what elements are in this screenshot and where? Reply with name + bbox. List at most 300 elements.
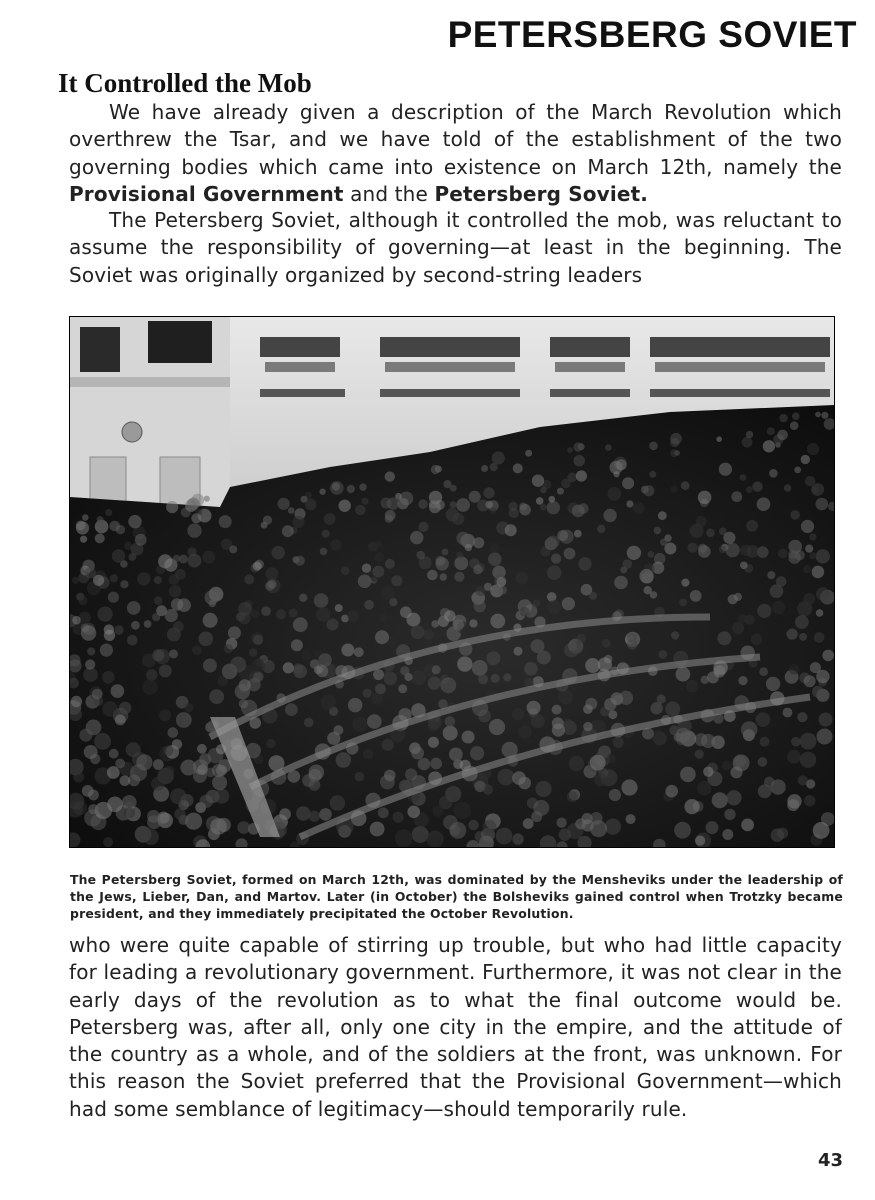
paragraph-2 — [69, 207, 842, 289]
crowd-head — [767, 427, 775, 435]
crowd-head — [165, 609, 178, 622]
crowd-head — [100, 644, 113, 657]
crowd-head — [428, 677, 441, 690]
crowd-head — [197, 765, 208, 776]
crowd-head — [341, 566, 350, 575]
crowd-head — [648, 551, 655, 558]
paragraph-2-text: The Petersberg Soviet, although it controlled the mob, was reluctant to assume the responsibility of governing—at least in the beginning. The Soviet was originally organized by second-string leaders — [69, 208, 842, 287]
crowd-head — [557, 530, 568, 541]
crowd-head — [757, 604, 771, 618]
crowd-head — [127, 635, 138, 646]
crowd-head — [418, 499, 428, 509]
crowd-head — [513, 463, 523, 473]
crowd-head — [733, 754, 750, 771]
crowd-head — [772, 601, 785, 614]
crowd-head — [659, 650, 668, 659]
crowd-head — [531, 714, 545, 728]
crowd-head — [304, 718, 314, 728]
crowd-head — [734, 593, 742, 601]
crowd-head — [249, 648, 258, 657]
crowd-head — [400, 666, 409, 675]
crowd-head — [583, 722, 592, 731]
crowd-head — [473, 537, 484, 548]
crowd-head — [433, 806, 444, 817]
crowd-head — [355, 772, 365, 782]
crowd-head — [657, 694, 666, 703]
crowd-head — [229, 545, 237, 553]
crowd-head — [650, 702, 662, 714]
crowd-head — [789, 664, 800, 675]
crowd-head — [192, 645, 202, 655]
crowd-head — [105, 509, 112, 516]
crowd-head — [314, 593, 329, 608]
crowd-head — [485, 501, 493, 509]
crowd-head — [732, 622, 744, 634]
crowd-head — [564, 548, 576, 560]
crowd-head — [154, 576, 162, 584]
crowd-head — [76, 521, 89, 534]
crowd-head — [375, 630, 389, 644]
crowd-head — [788, 550, 797, 559]
crowd-head — [469, 619, 477, 627]
crowd-head — [514, 647, 523, 656]
crowd-head — [107, 797, 123, 813]
crowd-head — [354, 647, 364, 657]
crowd-head — [594, 773, 607, 786]
crowd-head — [800, 752, 816, 768]
crowd-head — [147, 810, 160, 823]
crowd-head — [812, 686, 824, 698]
crowd-head — [98, 607, 113, 622]
crowd-head — [327, 619, 339, 631]
crowd-head — [454, 572, 464, 582]
crowd-head — [602, 639, 611, 648]
crowd-head — [429, 500, 438, 509]
crowd-head — [361, 498, 368, 505]
crowd-head — [472, 660, 488, 676]
crowd-head — [423, 629, 434, 640]
crowd-head — [336, 755, 346, 765]
crowd-head — [816, 587, 830, 601]
crowd-head — [235, 684, 250, 699]
crowd-head — [212, 775, 227, 790]
crowd-head — [299, 594, 307, 602]
crowd-head — [407, 806, 420, 819]
crowd-head — [131, 621, 140, 630]
crowd-head — [590, 755, 606, 771]
crowd-head — [585, 658, 600, 673]
crowd-head — [740, 474, 747, 481]
crowd-head — [164, 766, 175, 777]
crowd-head — [787, 750, 801, 764]
crowd-head — [203, 613, 218, 628]
crowd-head — [253, 562, 262, 571]
crowd-head — [436, 557, 449, 570]
crowd-head — [71, 696, 82, 707]
crowd-head — [784, 484, 792, 492]
crowd-head — [395, 829, 413, 847]
crowd-head — [622, 559, 632, 569]
crowd-head — [72, 577, 79, 584]
crowd-head — [524, 662, 538, 676]
crowd-head — [339, 500, 351, 512]
crowd-head — [324, 513, 336, 525]
crowd-head — [670, 433, 682, 445]
crowd-head — [137, 572, 150, 585]
crowd-head — [276, 609, 286, 619]
crowd-head — [310, 659, 320, 669]
crowd-head — [719, 546, 726, 553]
crowd-head — [450, 501, 457, 508]
crowd-head — [251, 659, 265, 673]
crowd-head — [551, 553, 561, 563]
crowd-head — [613, 737, 624, 748]
crowd-head — [798, 775, 808, 785]
crowd-head — [738, 676, 747, 685]
crowd-head — [267, 580, 276, 589]
crowd-head — [428, 737, 439, 748]
crowd-head — [496, 828, 513, 845]
crowd-head — [483, 487, 494, 498]
crowd-head — [444, 610, 455, 621]
crowd-head — [496, 577, 506, 587]
crowd-head — [764, 777, 775, 788]
crowd-head — [335, 604, 343, 612]
crowd-head — [684, 799, 699, 814]
crowd-head — [79, 729, 92, 742]
crowd-head — [475, 586, 485, 596]
crowd-head — [427, 831, 444, 848]
crowd-head — [152, 649, 164, 661]
crowd-head — [385, 471, 395, 481]
crowd-head — [322, 530, 330, 538]
crowd-head — [804, 675, 816, 687]
crowd-head — [384, 770, 396, 782]
crowd-head — [665, 785, 678, 798]
crowd-head — [295, 556, 305, 566]
crowd-head — [812, 566, 825, 579]
crowd-head — [456, 532, 469, 545]
crowd-head — [109, 749, 119, 759]
crowd-head — [552, 717, 564, 729]
crowd-head — [572, 505, 585, 518]
crowd-head — [72, 616, 81, 625]
crowd-head — [347, 485, 355, 493]
crowd-head — [230, 657, 246, 673]
crowd-head — [103, 837, 113, 847]
crowd-head — [348, 698, 362, 712]
crowd-head — [316, 607, 330, 621]
crowd-head — [486, 651, 500, 665]
crowd-head — [251, 610, 259, 618]
crowd-head — [81, 625, 96, 640]
crowd-head — [703, 767, 713, 777]
crowd-head — [790, 510, 800, 520]
crowd-head — [431, 465, 440, 474]
crowd-head — [562, 597, 575, 610]
crowd-head — [251, 632, 263, 644]
crowd-head — [126, 742, 141, 757]
crowd-head — [385, 559, 395, 569]
crowd-head — [814, 632, 825, 643]
crowd-head — [144, 620, 152, 628]
crowd-head — [741, 721, 758, 738]
crowd-head — [462, 731, 475, 744]
crowd-head — [239, 699, 248, 708]
crowd-head — [151, 777, 165, 791]
crowd-head — [556, 818, 566, 828]
crowd-head — [742, 437, 753, 448]
crowd-head — [800, 733, 817, 750]
crowd-head — [158, 554, 172, 568]
crowd-head — [187, 523, 201, 537]
crowd-head — [523, 818, 534, 829]
crowd-head — [605, 819, 621, 835]
crowd-head — [520, 607, 530, 617]
crowd-head — [741, 819, 754, 832]
crowd-head — [330, 539, 341, 550]
crowd-head — [518, 725, 531, 738]
crowd-head — [443, 726, 458, 741]
crowd-head — [180, 760, 196, 776]
crowd-head — [454, 802, 471, 819]
crowd-head — [621, 779, 637, 795]
crowd-head — [809, 552, 816, 559]
crowd-head — [654, 527, 661, 534]
crowd-head — [490, 508, 496, 514]
crowd-head — [758, 757, 768, 767]
crowd-head — [384, 670, 394, 680]
crowd-head — [159, 709, 171, 721]
crowd-head — [107, 766, 120, 779]
crowd-head — [88, 790, 99, 801]
crowd-head — [450, 822, 467, 839]
crowd-head — [578, 557, 591, 570]
crowd-head — [794, 467, 801, 474]
crowd-head — [574, 442, 583, 451]
crowd-head — [374, 552, 384, 562]
crowd-head — [767, 571, 775, 579]
crowd-head — [115, 759, 125, 769]
crowd-head — [608, 487, 622, 501]
crowd-head — [649, 442, 658, 451]
crowd-head — [73, 772, 84, 783]
crowd-head — [355, 505, 365, 515]
crowd-head — [740, 562, 748, 570]
crowd-head — [627, 546, 641, 560]
crowd-head — [319, 808, 332, 821]
crowd-head — [752, 481, 762, 491]
crowd-head — [373, 566, 385, 578]
crowd-head — [603, 509, 616, 522]
crowd-head — [766, 677, 780, 691]
crowd-head — [567, 791, 578, 802]
crowd-head — [679, 599, 687, 607]
crowd-head — [527, 701, 541, 715]
crowd-head — [535, 781, 551, 797]
crowd-head — [202, 551, 215, 564]
crowd-head — [746, 486, 753, 493]
crowd-head — [717, 631, 731, 645]
crowd-head — [792, 412, 800, 420]
crowd-head — [490, 614, 505, 629]
crowd-head — [816, 609, 824, 617]
crowd-head — [370, 822, 385, 837]
crowd-head — [385, 515, 393, 523]
crowd-head — [557, 488, 564, 495]
crowd-head — [87, 647, 95, 655]
crowd-head — [411, 625, 425, 639]
crowd-head — [540, 504, 546, 510]
crowd-head — [536, 497, 544, 505]
crowd-head — [490, 543, 499, 552]
crowd-head — [756, 712, 771, 727]
crowd-head — [777, 430, 788, 441]
crowd-head — [176, 712, 192, 728]
crowd-head — [815, 412, 821, 418]
crowd-head — [531, 639, 545, 653]
provisional-government-term: Provisional Government — [69, 181, 344, 206]
crowd-head — [674, 450, 680, 456]
crowd-head — [128, 515, 141, 528]
crowd-head — [674, 822, 691, 839]
crowd-head — [428, 720, 439, 731]
crowd-head — [574, 530, 582, 538]
crowd-head — [456, 552, 463, 559]
crowd-head — [778, 549, 788, 559]
crowd-head — [211, 589, 223, 601]
crowd-head — [813, 822, 830, 839]
crowd-head — [633, 502, 645, 514]
crowd-head — [561, 479, 571, 489]
crowd-head — [85, 567, 96, 578]
crowd-head — [787, 799, 799, 811]
crowd-head — [210, 818, 227, 835]
crowd-head — [169, 649, 178, 658]
crowd-head — [819, 713, 833, 727]
crowd-head — [309, 779, 321, 791]
crowd-head — [597, 525, 605, 533]
crowd-head — [199, 632, 214, 647]
crowd-head — [609, 789, 621, 801]
crowd-head — [320, 548, 328, 556]
crowd-head — [209, 689, 224, 704]
crowd-head — [203, 659, 217, 673]
crowd-head — [200, 795, 213, 808]
crowd-head — [505, 524, 517, 536]
crowd-head — [272, 546, 285, 559]
crowd-head — [84, 745, 98, 759]
crowd-head — [547, 501, 560, 514]
crowd-head — [639, 569, 653, 583]
crowd-head — [525, 450, 532, 457]
crowd-head — [163, 746, 173, 756]
crowd-head — [695, 836, 705, 846]
crowd-head — [716, 436, 722, 442]
crowd-head — [112, 549, 125, 562]
crowd-head — [228, 626, 241, 639]
crowd-head — [746, 431, 754, 439]
crowd-head — [318, 653, 331, 666]
crowd-head — [197, 744, 207, 754]
crowd-head — [440, 573, 447, 580]
crowd-head — [498, 769, 515, 786]
crowd-head — [451, 750, 462, 761]
crowd-head — [293, 663, 303, 673]
crowd-head — [371, 693, 383, 705]
crowd-head — [82, 514, 89, 521]
crowd-head — [706, 821, 719, 834]
crowd-head — [289, 609, 298, 618]
crowd-head — [387, 497, 399, 509]
crowd-head — [412, 826, 429, 843]
crowd-head — [822, 650, 834, 662]
crowd-head — [724, 809, 735, 820]
crowd-head — [569, 756, 584, 771]
crowd-head — [489, 719, 505, 735]
crowd-head — [783, 708, 793, 718]
crowd-head — [278, 498, 290, 510]
crowd-head — [97, 516, 104, 523]
crowd-head — [712, 792, 728, 808]
photo-caption: The Petersberg Soviet, formed on March 12th, was dominated by the Mensheviks under the leadership of the Jews, Lieber, Dan, and Martov. Later (in October) the Bolsheviks gained control when Trotzky became president, and they immediately precipitated the October Revolution. — [70, 872, 843, 921]
crowd-head — [807, 443, 819, 455]
crowd-head — [204, 496, 210, 502]
crowd-head — [738, 614, 747, 623]
photo-illustration — [70, 317, 834, 847]
crowd-head — [658, 511, 667, 520]
crowd-head — [352, 716, 367, 731]
crowd-head — [452, 513, 464, 525]
crowd-head — [398, 684, 407, 693]
crowd-head — [649, 471, 656, 478]
crowd-head — [549, 496, 556, 503]
crowd-head — [803, 566, 811, 574]
crowd-head — [532, 475, 544, 487]
crowd-head — [285, 703, 298, 716]
crowd-head — [759, 667, 768, 676]
crowd-head — [85, 659, 95, 669]
crowd-head — [293, 617, 308, 632]
crowd-head — [119, 702, 131, 714]
crowd-head — [590, 820, 607, 837]
crowd-head — [676, 667, 691, 682]
crowd-head — [88, 804, 98, 814]
crowd-head — [627, 639, 638, 650]
crowd-head — [804, 795, 815, 806]
section-heading: It Controlled the Mob — [58, 68, 312, 98]
crowd-head — [698, 544, 707, 553]
crowd-head — [574, 455, 585, 466]
crowd-head — [450, 485, 457, 492]
crowd-head — [751, 634, 762, 645]
crowd-head — [418, 758, 431, 771]
crowd-head — [688, 543, 698, 553]
crowd-head — [265, 567, 278, 580]
crowd-head — [411, 747, 424, 760]
crowd-head — [547, 565, 562, 580]
crowd-head — [787, 629, 798, 640]
crowd-head — [469, 491, 481, 503]
crowd-head — [801, 520, 814, 533]
crowd-head — [488, 552, 502, 566]
crowd-head — [797, 712, 807, 722]
crowd-head — [410, 531, 423, 544]
crowd-head — [379, 613, 388, 622]
crowd-head — [92, 689, 103, 700]
crowd-head — [619, 691, 633, 705]
crowd-head — [816, 498, 829, 511]
